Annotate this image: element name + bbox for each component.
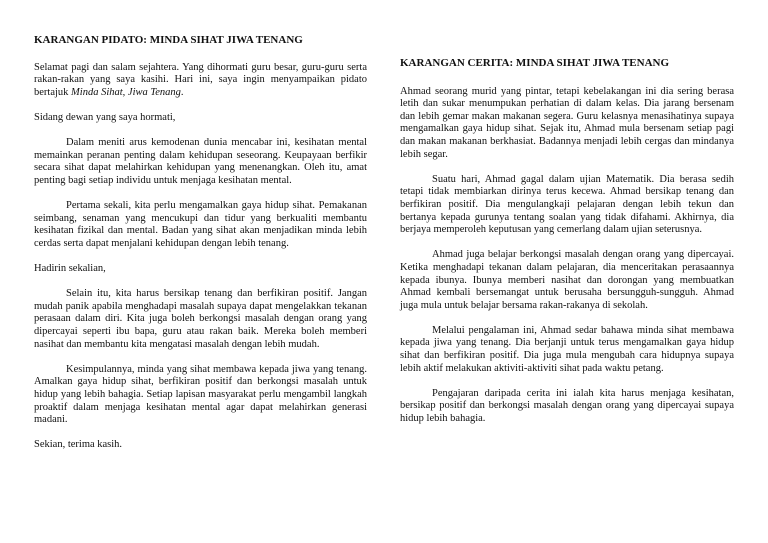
cerita-paragraph-4: Melalui pengalaman ini, Ahmad sedar bahawa minda sihat membawa kepada jiwa yang tenang. Dia berjanji untuk terus mengamalkan gaya hidup sihat dan berfikiran positif. Dia juga mula mengubah cara hidupnya supaya lebih aktif melakukan aktiviti-aktiviti sihat pada waktu petang. (400, 324, 734, 374)
cerita-column (400, 0, 734, 426)
cerita-paragraph-3: Ahmad juga belajar berkongsi masalah dengan orang yang dipercayai. Ketika menghadapi tekanan dalam pelajaran, dia menceritakan perasaannya kepada ibunya. Ibunya memberi nasihat dan dorongan yang membuatkan Ahmad kembali bersemangat untuk berusaha bersungguh-sungguh. Ahmad juga mula untuk belajar bersama rakan-rakanya di sekolah. (400, 249, 734, 311)
pidato-salutation-1: Sidang dewan yang saya hormati, (34, 111, 176, 123)
pidato-intro-italic: Minda Sihat, Jiwa Tenang (71, 86, 181, 98)
cerita-paragraph-2: Suatu hari, Ahmad gagal dalam ujian Matematik. Dia berasa sedih tetapi tidak membiarkan dirinya terus kecewa. Ahmad bersikap tenang dan berfikiran positif. Dia mengulangkaji pelajaran dengan lebih tekun dan bertanya kepada gurunya tentang soalan yang tidak difahami. Akhirnya, dia berjaya memperoleh keputusan yang cemerlang dalam ujian seterusnya. (400, 173, 734, 236)
pidato-title: KARANGAN PIDATO: MINDA SIHAT JIWA TENANG (34, 34, 303, 46)
pidato-paragraph-1: Dalam meniti arus kemodenan dunia mencabar ini, kesihatan mental memainkan peranan penting dalam kehidupan seseorang. Keupayaan berfikir secara sihat dapat melahirkan kehidupan yang menenangkan. Oleh itu, amat penting bagi setiap individu untuk menjaga kesihatan mental. (34, 137, 367, 186)
cerita-paragraph-1: Ahmad seorang murid yang pintar, tetapi kebelakangan ini dia sering berasa letih dan sukar menumpukan perhatian di dalam kelas. Dia jarang bersenam dan lebih gemar makan makanan segera. Guru kelasnya menasihatinya supaya mengamalkan gaya hidup sihat. Sejak itu, Ahmad mula bersenam setiap pagi dan makan makanan berkhasiat. Badannya menjadi lebih cergas dan mindanya lebih segar. (400, 85, 734, 160)
cerita-paragraph-5: Pengajaran daripada cerita ini ialah kita harus menjaga kesihatan, bersikap positif dan berkongsi masalah dengan orang yang dipercayai supaya hidup lebih bahagia. (400, 387, 734, 425)
pidato-intro-end: . (180, 86, 184, 98)
cerita-title: KARANGAN CERITA: MINDA SIHAT JIWA TENANG (400, 57, 670, 69)
pidato-intro-text: Selamat pagi dan salam sejahtera. Yang dihormati guru besar, guru-guru serta rakan-rakan yang saya kasihi. Hari ini, saya ingin menyampaikan pidato bertajuk (34, 61, 367, 98)
pidato-paragraph-4: Kesimpulannya, minda yang sihat membawa kepada jiwa yang tenang. Amalkan gaya hidup sihat, berfikiran positif dan berkongsi masalah untuk hidup yang lebih bahagia. Setiap lapisan masyarakat perlu mengambil langkah proaktif dalam menjaga kesihatan mental agar dapat melahirkan generasi madani. (34, 363, 367, 426)
pidato-paragraph-3: Selain itu, kita harus bersikap tenang dan berfikiran positif. Jangan mudah panik apabila menghadapi masalah supaya dapat mengelakkan tekanan perasaan dalam diri. Kita juga boleh berkongsi masalah dengan orang yang dipercayai seperti ibu bapa, guru atau rakan baik. Mereka boleh memberi nasihat dan membantu kita mengatasi masalah dengan lebih mudah. (34, 288, 367, 350)
pidato-salutation-2: Hadirin sekalian, (34, 263, 106, 275)
pidato-closing: Sekian, terima kasih. (34, 439, 123, 451)
pidato-column (34, 0, 367, 452)
pidato-intro (34, 62, 367, 100)
pidato-paragraph-2: Pertama sekali, kita perlu mengamalkan gaya hidup sihat. Pemakanan seimbang, senaman yang mencukupi dan tidur yang berkualiti membantu kesihatan fizikal dan mental. Badan yang sihat akan menjadikan minda lebih cerdas serta dapat menjalani kehidupan dengan lebih tenang. (34, 200, 367, 249)
